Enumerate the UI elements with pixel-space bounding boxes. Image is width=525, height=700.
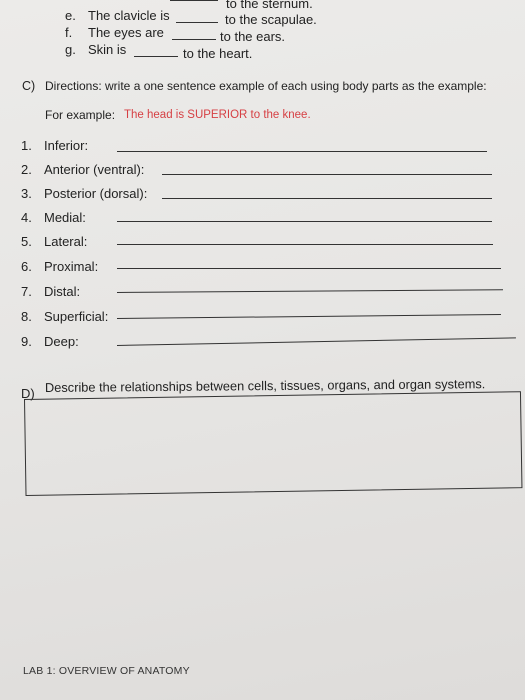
item-e-text-before: The clavicle is xyxy=(88,8,170,23)
item-7-num: 7. xyxy=(21,284,32,299)
section-c-directions: Directions: write a one sentence example of each using body parts as the example: xyxy=(45,79,487,93)
item-1-label: Inferior: xyxy=(44,138,89,153)
item-6-label: Proximal: xyxy=(44,259,99,274)
item-9-label: Deep: xyxy=(44,334,79,349)
item-6-answer-line[interactable] xyxy=(117,268,501,269)
item-6-num: 6. xyxy=(21,259,32,274)
example-label: For example: xyxy=(45,108,116,122)
item-3-label: Posterior (dorsal): xyxy=(44,186,148,201)
item-9-answer-line[interactable] xyxy=(117,337,516,346)
item-e-text-after: to the scapulae. xyxy=(225,12,317,27)
item-9-num: 9. xyxy=(21,334,32,349)
item-f-blank[interactable] xyxy=(172,39,216,40)
answer-box[interactable] xyxy=(24,391,522,496)
item-7-label: Distal: xyxy=(44,284,81,299)
item-g-letter: g. xyxy=(65,42,76,57)
item-4-num: 4. xyxy=(21,210,32,225)
item-2-answer-line[interactable] xyxy=(162,174,492,175)
item-e-letter: e. xyxy=(65,8,76,23)
item-4-answer-line[interactable] xyxy=(117,221,492,222)
item-5-num: 5. xyxy=(21,234,32,249)
item-3-answer-line[interactable] xyxy=(162,198,492,199)
item-8-label: Superficial: xyxy=(44,309,109,324)
item-5-label: Lateral: xyxy=(44,234,88,249)
partial-blank-line xyxy=(170,0,218,1)
item-7-answer-line[interactable] xyxy=(117,289,503,293)
section-d-letter: D) xyxy=(21,386,35,401)
item-g-text-before: Skin is xyxy=(88,42,127,57)
item-8-num: 8. xyxy=(21,309,32,324)
item-2-label: Anterior (ventral): xyxy=(44,162,145,177)
section-d-prompt: Describe the relationships between cells, tissues, organs, and organ systems. xyxy=(44,376,486,395)
item-g-text-after: to the heart. xyxy=(183,46,253,61)
item-1-num: 1. xyxy=(21,138,32,153)
item-f-letter: f. xyxy=(65,25,73,40)
item-f-text-before: The eyes are xyxy=(88,25,164,40)
item-5-answer-line[interactable] xyxy=(117,244,493,245)
item-2-num: 2. xyxy=(21,162,32,177)
item-4-label: Medial: xyxy=(44,210,86,225)
item-g-blank[interactable] xyxy=(134,56,178,57)
item-3-num: 3. xyxy=(21,186,32,201)
item-1-answer-line[interactable] xyxy=(117,151,487,152)
item-e-blank[interactable] xyxy=(176,22,218,23)
item-f-text-after: to the ears. xyxy=(220,29,286,44)
section-c-letter: C) xyxy=(22,79,36,93)
item-8-answer-line[interactable] xyxy=(117,314,501,319)
footer-label: LAB 1: OVERVIEW OF ANATOMY xyxy=(23,665,190,677)
example-text: The head is SUPERIOR to the knee. xyxy=(124,109,311,121)
partial-top-text: to the sternum. xyxy=(226,0,313,11)
